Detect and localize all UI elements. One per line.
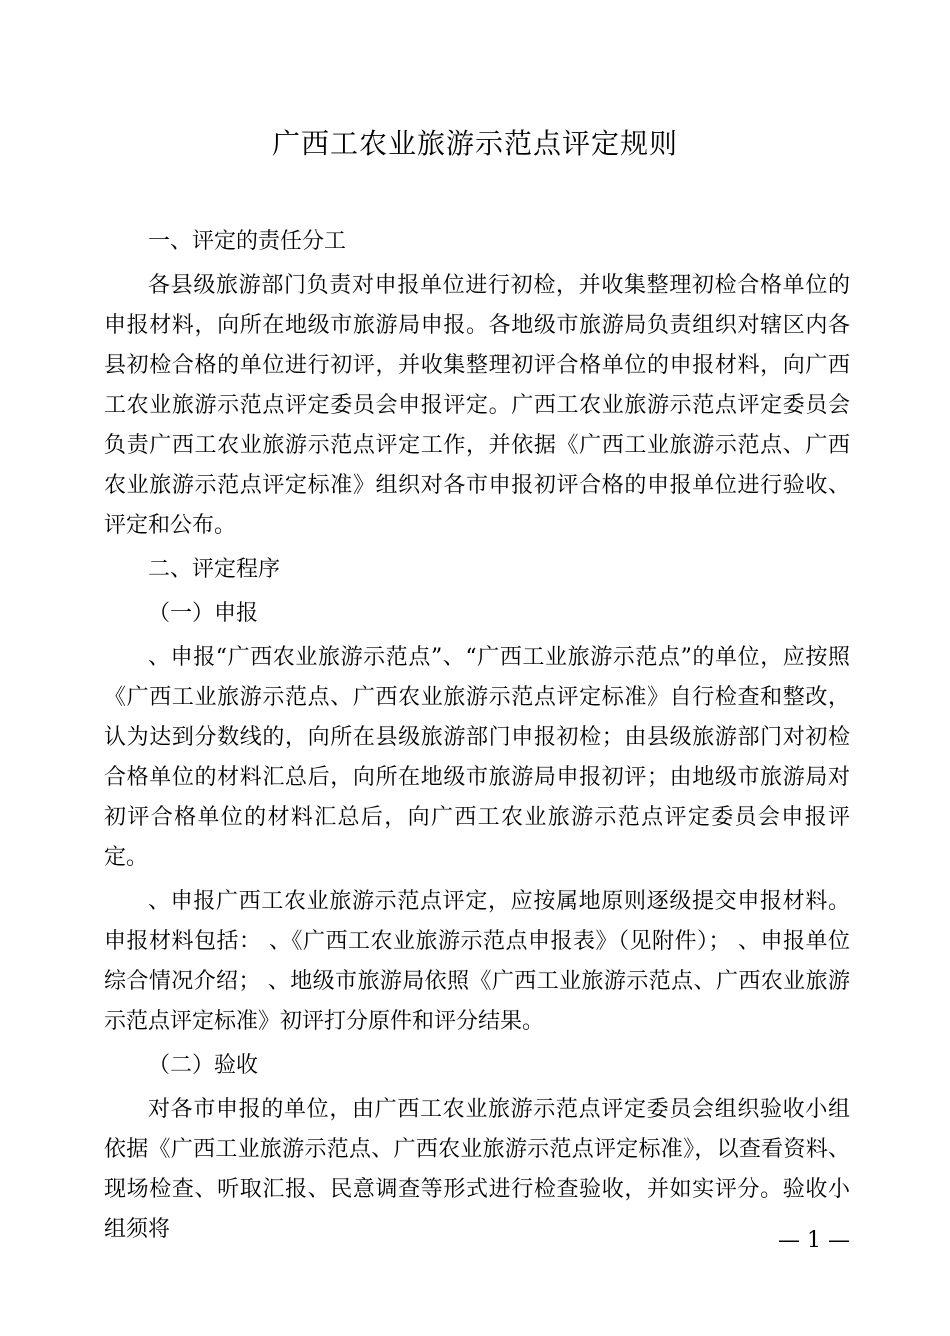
paragraph-responsibilities: 各县级旅游部门负责对申报单位进行初检，并收集整理初检合格单位的申报材料，向所在地级市旅游局申报。各地级市旅游局负责组织对辖区内各县初检合格的单位进行初评，并收集整理初评合格单位的申报材料，向广西工农业旅游示范点评定委员会申报评定。广西工农业旅游示范点评定委员会负责广西工农业旅游示范点评定工作，并依据《广西工业旅游示范点、广西农业旅游示范点评定标准》组织对各市申报初评合格的申报单位进行验收、评定和公布。 [104, 273, 850, 538]
document-body [104, 222, 850, 1250]
paragraph-application-1: 、申报“广西农业旅游示范点”、“广西工业旅游示范点”的单位，应按照《广西工业旅游示范点、广西农业旅游示范点评定标准》自行检查和整改，认为达到分数线的，向所在县级旅游部门申报初检；由县级旅游部门对初检合格单位的材料汇总后，向所在地级市旅游局申报初评；由地级市旅游局对初评合格单位的材料汇总后，向广西工农业旅游示范点评定委员会申报评定。 [104, 645, 850, 870]
subsection-heading-application: （一）申报 [148, 601, 259, 626]
section-heading-responsibilities: 一、评定的责任分工 [148, 229, 347, 254]
section-heading-procedure: 二、评定程序 [148, 557, 281, 582]
page-number: — 1 — [778, 1228, 850, 1253]
paragraph-application-2: 、申报广西工农业旅游示范点评定，应按属地原则逐级提交申报材料。申报材料包括： 、《广西工农业旅游示范点申报表》（见附件）； 、申报单位综合情况介绍； 、地级市旅游局依照《广西工业旅游示范点、广西农业旅游示范点评定标准》初评打分原件和评分结果。 [104, 889, 850, 1034]
paragraph-acceptance: 对各市申报的单位，由广西工农业旅游示范点评定委员会组织验收小组依据《广西工业旅游示范点、广西农业旅游示范点评定标准》，以查看资料、现场检查、听取汇报、民意调查等形式进行检查验收，并如实评分。验收小组须将 [104, 1097, 850, 1242]
document-title: 广西工农业旅游示范点评定规则 [271, 127, 678, 160]
subsection-heading-acceptance: （二）验收 [148, 1053, 259, 1078]
